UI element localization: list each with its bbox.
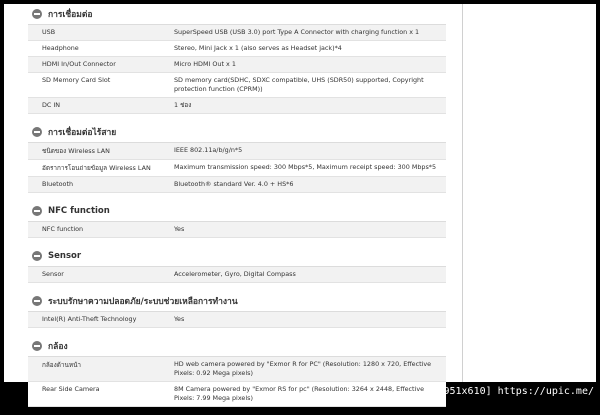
- spec-section: [28, 336, 446, 407]
- spec-row: [28, 41, 446, 57]
- spec-section: [28, 122, 446, 193]
- spec-key: ชนิดของ Wireless LAN: [42, 147, 110, 155]
- spec-key: HDMI In/Out Connector: [42, 60, 116, 68]
- spec-rows: [28, 143, 446, 193]
- spec-rows: [28, 222, 446, 238]
- section-header[interactable]: [28, 122, 446, 143]
- spec-value: SD memory card(SDHC, SDXC compatible, UHS (SDR50) supported, Copyright protection function (CPRM)): [174, 76, 424, 93]
- spec-section: [28, 4, 446, 114]
- spec-row: [28, 73, 446, 98]
- spec-row: [28, 222, 446, 238]
- section-title: ระบบรักษาความปลอดภัย/ระบบช่วยเหลือการทำงาน: [48, 297, 238, 307]
- spec-value: Yes: [174, 225, 185, 233]
- spec-section: [28, 201, 446, 238]
- spec-row: [28, 177, 446, 193]
- collapse-icon[interactable]: [32, 341, 42, 351]
- spec-section: [28, 291, 446, 328]
- section-spacer: [28, 328, 446, 336]
- spec-value: Accelerometer, Gyro, Digital Compass: [174, 270, 296, 278]
- section-header[interactable]: [28, 291, 446, 312]
- spec-content: [28, 4, 446, 415]
- spec-key: กล้องด้านหน้า: [42, 361, 82, 369]
- spec-key: อัตราการโอนถ่ายข้อมูล Wireless LAN: [42, 164, 151, 172]
- spec-value: SuperSpeed USB (USB 3.0) port Type A Connector with charging function x 1: [174, 28, 420, 36]
- spec-row: [28, 25, 446, 41]
- spec-rows: [28, 312, 446, 328]
- spec-value: 8M Camera powered by "Exmor RS for pc" (Resolution: 3264 x 2448, Effective Pixels: 7.99 Mega pixels): [174, 385, 425, 402]
- spec-row: [28, 382, 446, 407]
- spec-value: 1 ช่อง: [174, 101, 192, 109]
- right-column-divider: [462, 4, 463, 382]
- spec-row: [28, 357, 446, 382]
- spec-key: USB: [42, 28, 56, 36]
- spec-section: [28, 246, 446, 283]
- section-header[interactable]: [28, 246, 446, 267]
- spec-key: Sensor: [42, 270, 64, 278]
- spec-key: NFC function: [42, 225, 84, 233]
- spec-row: [28, 312, 446, 328]
- spec-value: IEEE 802.11a/b/g/n*5: [174, 146, 243, 154]
- section-title: Sensor: [48, 251, 82, 261]
- image-watermark: [951x610] https://upic.me/: [437, 386, 594, 397]
- spec-rows: [28, 357, 446, 407]
- spec-value: Micro HDMI Out x 1: [174, 60, 236, 68]
- spec-row: [28, 267, 446, 283]
- spec-key: Intel(R) Anti-Theft Technology: [42, 315, 137, 323]
- spec-value: HD web camera powered by "Exmor R for PC" (Resolution: 1280 x 720, Effective Pixels: 0.92 Mega pixels): [174, 360, 432, 377]
- spec-key: Rear Side Camera: [42, 385, 100, 393]
- section-header[interactable]: [28, 4, 446, 25]
- spec-key: Bluetooth: [42, 180, 74, 188]
- section-spacer: [28, 407, 446, 415]
- collapse-icon[interactable]: [32, 251, 42, 261]
- spec-value: Yes: [174, 315, 185, 323]
- spec-key: SD Memory Card Slot: [42, 76, 111, 84]
- section-title: การเชื่อมต่อ: [48, 10, 93, 20]
- spec-value: Stereo, Mini Jack x 1 (also serves as Headset jack)*4: [174, 44, 342, 52]
- spec-row: [28, 143, 446, 160]
- collapse-icon[interactable]: [32, 9, 42, 19]
- spec-value: Maximum transmission speed: 300 Mbps*5, Maximum receipt speed: 300 Mbps*5: [174, 163, 437, 171]
- section-spacer: [28, 193, 446, 201]
- section-spacer: [28, 283, 446, 291]
- spec-rows: [28, 25, 446, 114]
- spec-key: Headphone: [42, 44, 79, 52]
- section-spacer: [28, 238, 446, 246]
- section-title: NFC function: [48, 206, 110, 216]
- section-header[interactable]: [28, 201, 446, 222]
- section-header[interactable]: [28, 336, 446, 357]
- spec-value: Bluetooth® standard Ver. 4.0 + HS*6: [174, 180, 294, 188]
- collapse-icon[interactable]: [32, 127, 42, 137]
- spec-row: [28, 57, 446, 73]
- spec-rows: [28, 267, 446, 283]
- spec-row: [28, 160, 446, 177]
- collapse-icon[interactable]: [32, 296, 42, 306]
- section-title: กล้อง: [48, 342, 68, 352]
- spec-row: [28, 98, 446, 114]
- spec-key: DC IN: [42, 101, 61, 109]
- collapse-icon[interactable]: [32, 206, 42, 216]
- section-title: การเชื่อมต่อไร้สาย: [48, 128, 117, 138]
- section-spacer: [28, 114, 446, 122]
